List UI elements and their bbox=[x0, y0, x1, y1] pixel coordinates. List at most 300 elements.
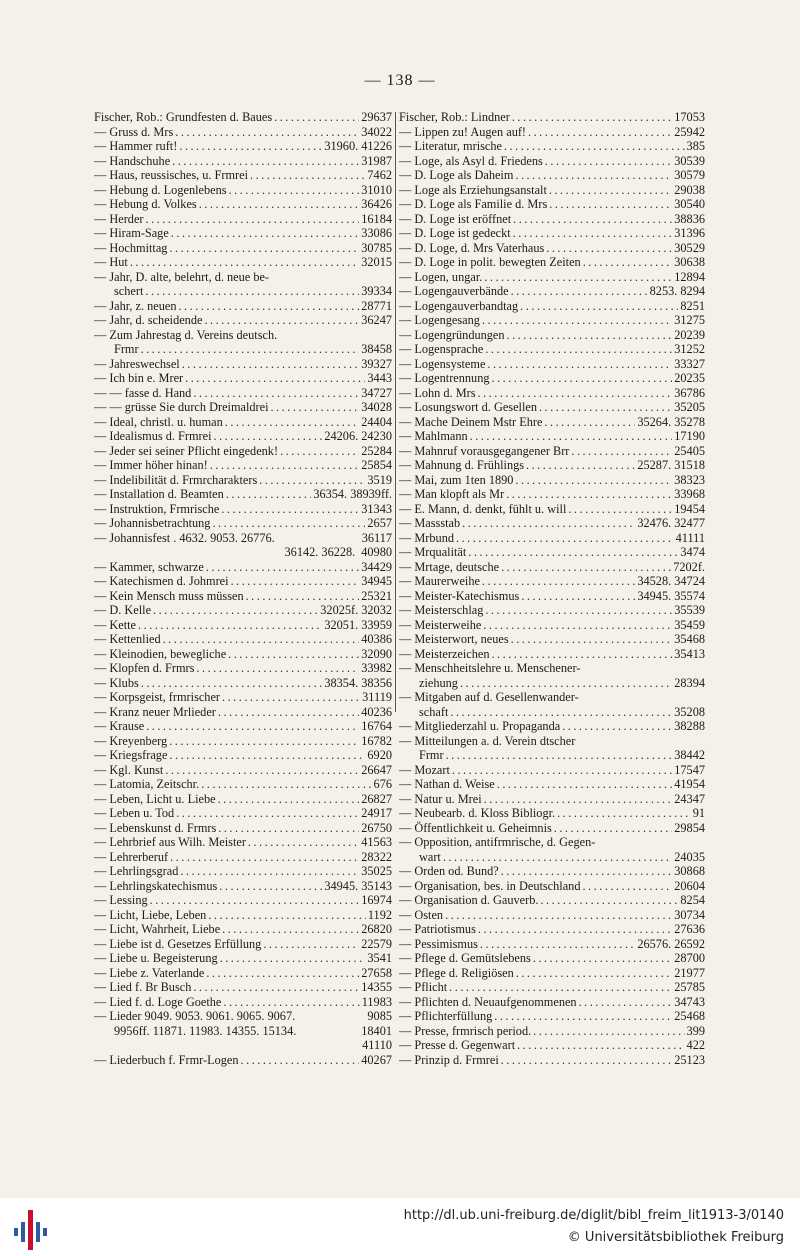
leader-dots bbox=[445, 908, 672, 923]
entry-title: — Natur u. Mrei bbox=[399, 791, 482, 806]
library-logo-icon bbox=[12, 1206, 50, 1250]
entry-title: — Lehrerberuf bbox=[94, 849, 169, 864]
entry-title: — Öffentlichkeit u. Geheimnis bbox=[399, 820, 552, 835]
entry-reference-number: 25405 bbox=[674, 443, 705, 458]
entry-title: — Immer höher hinan! bbox=[94, 458, 208, 472]
leader-dots bbox=[199, 197, 360, 212]
leader-dots bbox=[462, 516, 635, 531]
leader-dots bbox=[470, 429, 673, 444]
entry-title: — Logensprache bbox=[399, 342, 484, 356]
leader-dots bbox=[557, 806, 691, 821]
index-entry bbox=[94, 748, 392, 763]
entry-reference-number: 30734 bbox=[674, 907, 705, 922]
entry-title: Frmr bbox=[114, 342, 139, 356]
entry-title: — Leben, Licht u. Liebe bbox=[94, 791, 216, 806]
entry-reference-number: 34028 bbox=[361, 400, 392, 414]
index-entry bbox=[94, 357, 392, 372]
leader-dots bbox=[446, 748, 673, 763]
entry-reference-number: 33982 bbox=[361, 661, 392, 675]
index-entry bbox=[399, 734, 705, 749]
leader-dots bbox=[165, 763, 359, 778]
entry-title: — E. Mann, d. denkt, fühlt u. will bbox=[399, 501, 567, 516]
leader-dots bbox=[274, 110, 359, 125]
leader-dots bbox=[280, 444, 359, 459]
index-entry bbox=[399, 545, 705, 560]
leader-dots bbox=[533, 951, 672, 966]
entry-reference-number: 20235 bbox=[674, 371, 705, 385]
leader-dots bbox=[501, 560, 671, 575]
entry-reference-number: 35468 bbox=[674, 632, 705, 646]
entry-title: — Herder bbox=[94, 211, 144, 226]
entry-reference-number: 3519 bbox=[367, 472, 392, 487]
index-entry bbox=[399, 893, 705, 908]
index-entry bbox=[94, 1024, 392, 1039]
entry-reference-number: 27636 bbox=[674, 922, 705, 936]
index-entry bbox=[94, 328, 392, 343]
entry-title: — Man klopft als Mr bbox=[399, 487, 505, 501]
index-entry bbox=[94, 995, 392, 1010]
entry-reference-number: 25785 bbox=[674, 980, 705, 994]
leader-dots bbox=[178, 299, 359, 314]
entry-title: — Mrtage, deutsche bbox=[399, 559, 500, 574]
leader-dots bbox=[176, 806, 359, 821]
entry-reference-number: 17190 bbox=[674, 429, 705, 443]
entry-reference-number: 32090 bbox=[361, 646, 392, 661]
entry-reference-number: 8253. 8294 bbox=[649, 284, 705, 298]
leader-dots bbox=[520, 299, 678, 314]
leader-dots bbox=[169, 241, 359, 256]
entry-title: — Hebung d. Volkes bbox=[94, 197, 197, 211]
index-entry bbox=[94, 777, 392, 792]
index-entry bbox=[94, 589, 392, 604]
entry-reference-number: 30540 bbox=[674, 197, 705, 211]
entry-reference-number: 41563 bbox=[361, 835, 392, 849]
entry-reference-number: 39327 bbox=[361, 356, 392, 371]
leader-dots bbox=[193, 980, 359, 995]
index-entry bbox=[399, 241, 705, 256]
entry-title: — Krause bbox=[94, 719, 145, 733]
entry-reference-number: 38354. 38356 bbox=[324, 675, 392, 690]
index-entry bbox=[399, 850, 705, 865]
entry-title: — D. Kelle bbox=[94, 603, 152, 617]
entry-reference-number: 20604 bbox=[674, 878, 705, 893]
index-heading-entry bbox=[399, 110, 705, 125]
entry-reference-number: 39334 bbox=[361, 284, 392, 298]
entry-title: — D. Loge als Familie d. Mrs bbox=[399, 197, 548, 211]
entry-title: — Meister-Katechismus bbox=[399, 588, 520, 603]
entry-title: — Meisterweihe bbox=[399, 617, 482, 632]
entry-title: — Jeder sei seiner Pflicht eingedenk! bbox=[94, 443, 279, 458]
index-entry bbox=[94, 792, 392, 807]
leader-dots bbox=[582, 879, 672, 894]
entry-reference-number: 24404 bbox=[361, 414, 392, 429]
entry-title: — Pflicht bbox=[399, 980, 448, 994]
index-entry bbox=[399, 125, 705, 140]
entry-reference-number: 34022 bbox=[361, 124, 392, 139]
index-entry bbox=[399, 763, 705, 778]
entry-title: — Gruss d. Mrs bbox=[94, 124, 174, 139]
leader-dots bbox=[185, 371, 365, 386]
entry-title: 36142. 36228. bbox=[284, 545, 356, 559]
entry-reference-number: 38288 bbox=[674, 719, 705, 733]
index-entry bbox=[399, 719, 705, 734]
entry-title: — Kreyenberg bbox=[94, 733, 168, 748]
entry-reference-number: 31960. 41226 bbox=[324, 139, 392, 153]
entry-reference-number: 16764 bbox=[361, 719, 392, 733]
entry-title: — Lessing bbox=[94, 893, 148, 907]
leader-dots bbox=[179, 139, 322, 154]
index-entry bbox=[399, 1038, 705, 1053]
column-divider bbox=[395, 112, 396, 712]
entry-title: — Idealismus d. Frmrei bbox=[94, 429, 212, 443]
entry-title: — Logengauverbandtag bbox=[399, 298, 519, 313]
index-entry bbox=[399, 966, 705, 981]
leader-dots bbox=[504, 139, 685, 154]
entry-reference-number: 3474 bbox=[680, 545, 705, 559]
entry-reference-number: 41954 bbox=[674, 777, 705, 791]
index-entry bbox=[399, 429, 705, 444]
entry-reference-number: 91 bbox=[692, 806, 705, 820]
index-entry bbox=[94, 850, 392, 865]
entry-title: — D. Loge ist eröffnet bbox=[399, 211, 512, 226]
entry-reference-number: 31119 bbox=[362, 690, 392, 704]
index-entry bbox=[94, 966, 392, 981]
entry-reference-number: 9085 bbox=[367, 1009, 392, 1023]
entry-reference-number: 28322 bbox=[361, 849, 392, 864]
index-entry bbox=[94, 676, 392, 691]
entry-title: schert bbox=[114, 284, 144, 298]
entry-title: — Pflichterfüllung bbox=[399, 1009, 493, 1023]
leader-dots bbox=[218, 705, 359, 720]
entry-reference-number: 31275 bbox=[674, 313, 705, 327]
leader-dots bbox=[513, 226, 673, 241]
entry-title: — D. Loge als Daheim bbox=[399, 168, 514, 182]
entry-title: — Hebung d. Logenlebens bbox=[94, 182, 227, 197]
leader-dots bbox=[478, 922, 672, 937]
leader-dots bbox=[180, 864, 359, 879]
leader-dots bbox=[206, 966, 359, 981]
entry-title: — Jahr, d. scheidende bbox=[94, 313, 203, 327]
entry-reference-number: 35459 bbox=[674, 617, 705, 632]
index-entry bbox=[94, 270, 392, 285]
entry-reference-number: 30785 bbox=[361, 240, 392, 255]
entry-title: — D. Loge, d. Mrs Vaterhaus bbox=[399, 240, 545, 255]
leader-dots bbox=[169, 734, 359, 749]
entry-title: — Logengesang bbox=[399, 313, 480, 327]
leader-dots bbox=[501, 864, 673, 879]
entry-title: — Licht, Liebe, Leben bbox=[94, 907, 207, 922]
entry-title: — Mahlmann bbox=[399, 429, 468, 443]
entry-title: — Haus, reussisches, u. Frmrei bbox=[94, 168, 249, 182]
leader-dots bbox=[170, 850, 359, 865]
index-entry bbox=[399, 255, 705, 270]
leader-dots bbox=[146, 212, 360, 227]
entry-reference-number: 18401 bbox=[361, 1023, 392, 1038]
permalink-url[interactable]: http://dl.ub.uni-freiburg.de/diglit/bibl_freim_lit1913-3/0140 bbox=[403, 1208, 784, 1223]
index-entry bbox=[399, 168, 705, 183]
entry-reference-number: 8254 bbox=[680, 893, 705, 907]
index-entry bbox=[399, 589, 705, 604]
entry-reference-number: 1192 bbox=[367, 907, 392, 922]
leader-dots bbox=[521, 589, 635, 604]
index-entry bbox=[399, 922, 705, 937]
entry-title: — Pflichten d. Neuaufgenommenen bbox=[399, 994, 577, 1009]
index-entry bbox=[94, 299, 392, 314]
leader-dots bbox=[222, 690, 360, 705]
index-entry bbox=[94, 734, 392, 749]
index-entry bbox=[399, 560, 705, 575]
index-entry bbox=[94, 284, 392, 299]
index-entry bbox=[94, 922, 392, 937]
entry-reference-number: 34945. 35574 bbox=[637, 588, 705, 603]
index-entry bbox=[94, 763, 392, 778]
leader-dots bbox=[528, 125, 672, 140]
leader-dots bbox=[221, 502, 359, 517]
entry-reference-number: 3443 bbox=[367, 371, 392, 385]
index-entry bbox=[399, 792, 705, 807]
entry-reference-number: 26820 bbox=[361, 922, 392, 936]
entry-reference-number: 26827 bbox=[361, 791, 392, 806]
index-entry bbox=[94, 879, 392, 894]
index-entry bbox=[94, 473, 392, 488]
entry-reference-number: 38836 bbox=[674, 211, 705, 226]
entry-title: Frmr bbox=[419, 748, 444, 762]
index-entry bbox=[399, 226, 705, 241]
entry-title: — Mahnruf vorausgegangener Brr bbox=[399, 443, 570, 458]
index-entry bbox=[399, 487, 705, 502]
leader-dots bbox=[223, 995, 359, 1010]
leader-dots bbox=[460, 676, 672, 691]
entry-title: — Lippen zu! Augen auf! bbox=[399, 124, 527, 139]
index-entry bbox=[94, 545, 392, 560]
entry-title: — Lebenskunst d. Frmrs bbox=[94, 820, 217, 835]
leader-dots bbox=[545, 154, 672, 169]
entry-title: — Massstab bbox=[399, 516, 461, 530]
entry-title: — Installation d. Beamten bbox=[94, 487, 224, 501]
leader-dots bbox=[517, 1038, 684, 1053]
entry-reference-number: 16782 bbox=[361, 733, 392, 748]
entry-title: — Mitgliederzahl u. Propaganda bbox=[399, 719, 561, 733]
leader-dots bbox=[218, 792, 360, 807]
entry-title: — Katechismen d. Johmrei bbox=[94, 574, 229, 588]
entry-title: — Licht, Wahrheit, Liebe bbox=[94, 922, 221, 936]
index-entry bbox=[399, 574, 705, 589]
leader-dots bbox=[219, 879, 322, 894]
leader-dots bbox=[484, 792, 673, 807]
entry-reference-number: 31396 bbox=[674, 226, 705, 240]
index-entry bbox=[94, 313, 392, 328]
entry-title: — Jahreswechsel bbox=[94, 356, 180, 371]
index-entry bbox=[399, 183, 705, 198]
entry-reference-number: 20239 bbox=[674, 327, 705, 342]
index-entry bbox=[94, 386, 392, 401]
entry-title: — Klubs bbox=[94, 675, 139, 690]
index-entry bbox=[94, 342, 392, 357]
index-entry bbox=[94, 951, 392, 966]
index-entry bbox=[399, 1053, 705, 1068]
entry-title: — Johannisfest . 4632. 9053. 26776. bbox=[94, 530, 275, 545]
entry-reference-number: 32025f. 32032 bbox=[320, 603, 392, 617]
entry-title: — Lieder 9049. 9053. 9061. 9065. 9067. bbox=[94, 1009, 296, 1023]
index-entry bbox=[94, 893, 392, 908]
entry-reference-number: 399 bbox=[686, 1023, 705, 1038]
entry-title: — Johannisbetrachtung bbox=[94, 516, 211, 530]
entry-reference-number: 36354. 38939ff. bbox=[313, 487, 392, 501]
entry-title: — Hiram-Sage bbox=[94, 226, 169, 240]
entry-title: — Pflege d. Gemütslebens bbox=[399, 951, 531, 965]
leader-dots bbox=[220, 951, 366, 966]
entry-title: — Opposition, antifrmrische, d. Gegen- bbox=[399, 835, 596, 849]
entry-title: 9956ff. 11871. 11983. 14355. 15134. bbox=[114, 1023, 297, 1038]
leader-dots bbox=[214, 429, 323, 444]
entry-reference-number: 8251 bbox=[680, 298, 705, 313]
entry-reference-number: 34743 bbox=[674, 994, 705, 1009]
leader-dots bbox=[456, 531, 674, 546]
entry-title: — Korpsgeist, frmrischer bbox=[94, 690, 221, 704]
entry-title: — Jahr, D. alte, belehrt, d. neue be- bbox=[94, 269, 270, 284]
index-entry bbox=[94, 560, 392, 575]
entry-reference-number: 41111 bbox=[675, 530, 705, 545]
index-entry bbox=[399, 357, 705, 372]
entry-title: — Pessimismus bbox=[399, 936, 478, 951]
leader-dots bbox=[130, 255, 359, 270]
leader-dots bbox=[225, 415, 360, 430]
index-entry bbox=[94, 197, 392, 212]
entry-reference-number: 6920 bbox=[367, 748, 392, 762]
entry-reference-number: 35205 bbox=[674, 400, 705, 414]
index-entry bbox=[94, 618, 392, 633]
index-entry bbox=[399, 342, 705, 357]
index-entry bbox=[399, 284, 705, 299]
index-entry bbox=[94, 415, 392, 430]
index-entry bbox=[399, 647, 705, 662]
index-entry bbox=[94, 458, 392, 473]
leader-dots bbox=[204, 313, 359, 328]
leader-dots bbox=[210, 458, 360, 473]
entry-title: — D. Loge in polit. bewegten Zeiten bbox=[399, 255, 581, 269]
entry-reference-number: 25942 bbox=[674, 124, 705, 139]
entry-title: — Lohn d. Mrs bbox=[399, 385, 476, 400]
entry-reference-number: 3541 bbox=[367, 951, 392, 965]
index-entry bbox=[94, 1038, 392, 1053]
index-entry bbox=[399, 197, 705, 212]
leader-dots bbox=[163, 632, 360, 647]
entry-reference-number: 16974 bbox=[361, 893, 392, 907]
index-entry bbox=[94, 1009, 392, 1024]
entry-reference-number: 17053 bbox=[674, 110, 705, 124]
entry-reference-number: 40980 bbox=[361, 545, 392, 559]
entry-title: — Pflege d. Religiösen bbox=[399, 965, 514, 980]
leader-dots bbox=[271, 400, 360, 415]
leader-dots bbox=[250, 168, 365, 183]
entry-reference-number: 32015 bbox=[361, 255, 392, 269]
index-entry bbox=[399, 937, 705, 952]
entry-reference-number: 34945. 35143 bbox=[324, 878, 392, 893]
entry-reference-number: 40267 bbox=[361, 1052, 392, 1067]
entry-reference-number: 30539 bbox=[674, 153, 705, 168]
entry-title: — Meisterschlag bbox=[399, 603, 484, 617]
index-entry bbox=[399, 835, 705, 850]
entry-reference-number: 676 bbox=[373, 777, 392, 791]
entry-title: — Kette bbox=[94, 617, 137, 632]
leader-dots bbox=[450, 705, 672, 720]
index-entry bbox=[94, 212, 392, 227]
entry-reference-number: 36786 bbox=[674, 385, 705, 400]
index-entry bbox=[399, 995, 705, 1010]
entry-title: — Organisation d. Gauverb. bbox=[399, 893, 539, 907]
leader-dots bbox=[483, 618, 672, 633]
entry-title: Fischer, Rob.: Lindner bbox=[399, 110, 510, 124]
index-entry bbox=[94, 400, 392, 415]
leader-dots bbox=[506, 487, 672, 502]
index-entry bbox=[94, 444, 392, 459]
leader-dots bbox=[141, 342, 360, 357]
entry-title: — Lied f. d. Loge Goethe bbox=[94, 994, 222, 1009]
entry-reference-number: 33968 bbox=[674, 487, 705, 501]
leader-dots bbox=[241, 1053, 360, 1068]
leader-dots bbox=[248, 835, 359, 850]
index-entry bbox=[399, 212, 705, 227]
entry-title: — Ideal, christl. u. human bbox=[94, 414, 223, 429]
index-entry bbox=[399, 415, 705, 430]
index-heading-entry bbox=[94, 110, 392, 125]
entry-reference-number: 33327 bbox=[674, 356, 705, 371]
entry-reference-number: 422 bbox=[686, 1038, 705, 1052]
entry-title: — Losungswort d. Gesellen bbox=[399, 400, 537, 414]
leader-dots bbox=[468, 545, 678, 560]
entry-title: — Hut bbox=[94, 255, 128, 269]
entry-reference-number: 30868 bbox=[674, 864, 705, 878]
index-entry bbox=[399, 299, 705, 314]
entry-reference-number: 14355 bbox=[361, 980, 392, 994]
index-entry bbox=[94, 241, 392, 256]
index-entry bbox=[399, 386, 705, 401]
entry-title: — Lied f. Br Busch bbox=[94, 980, 192, 994]
index-entry bbox=[94, 125, 392, 140]
entry-title: — — grüsse Sie durch Dreimaldrei bbox=[94, 400, 269, 414]
index-entry bbox=[399, 603, 705, 618]
entry-reference-number: 31987 bbox=[361, 153, 392, 168]
entry-reference-number: 36247 bbox=[361, 313, 392, 327]
entry-title: — Loge als Erziehungsanstalt bbox=[399, 182, 547, 197]
entry-title: — Jahr, z. neuen bbox=[94, 298, 177, 313]
leader-dots bbox=[511, 284, 648, 299]
entry-reference-number: 24917 bbox=[361, 806, 392, 820]
entry-title: — Kammer, schwarze bbox=[94, 559, 204, 574]
entry-title: — Mache Deinem Mstr Ehre bbox=[399, 414, 543, 429]
entry-title: — Meisterzeichen bbox=[399, 646, 490, 661]
entry-title: — Presse, frmrisch period. bbox=[399, 1023, 532, 1038]
entry-reference-number: 27658 bbox=[361, 965, 392, 980]
entry-title: — Logen, ungar. bbox=[399, 269, 483, 284]
index-entry bbox=[399, 444, 705, 459]
leader-dots bbox=[515, 168, 672, 183]
index-entry bbox=[399, 879, 705, 894]
index-entry bbox=[399, 371, 705, 386]
leader-dots bbox=[443, 850, 672, 865]
index-entry bbox=[399, 661, 705, 676]
entry-title: — Mrbund bbox=[399, 530, 454, 545]
leader-dots bbox=[172, 154, 359, 169]
entry-title: — Kein Mensch muss müssen bbox=[94, 588, 244, 603]
index-entry bbox=[399, 690, 705, 705]
entry-reference-number: 32476. 32477 bbox=[637, 516, 705, 530]
leader-dots bbox=[263, 937, 359, 952]
entry-title: — Kriegsfrage bbox=[94, 748, 168, 762]
leader-dots bbox=[478, 386, 673, 401]
index-entry bbox=[94, 705, 392, 720]
index-entry bbox=[94, 980, 392, 995]
